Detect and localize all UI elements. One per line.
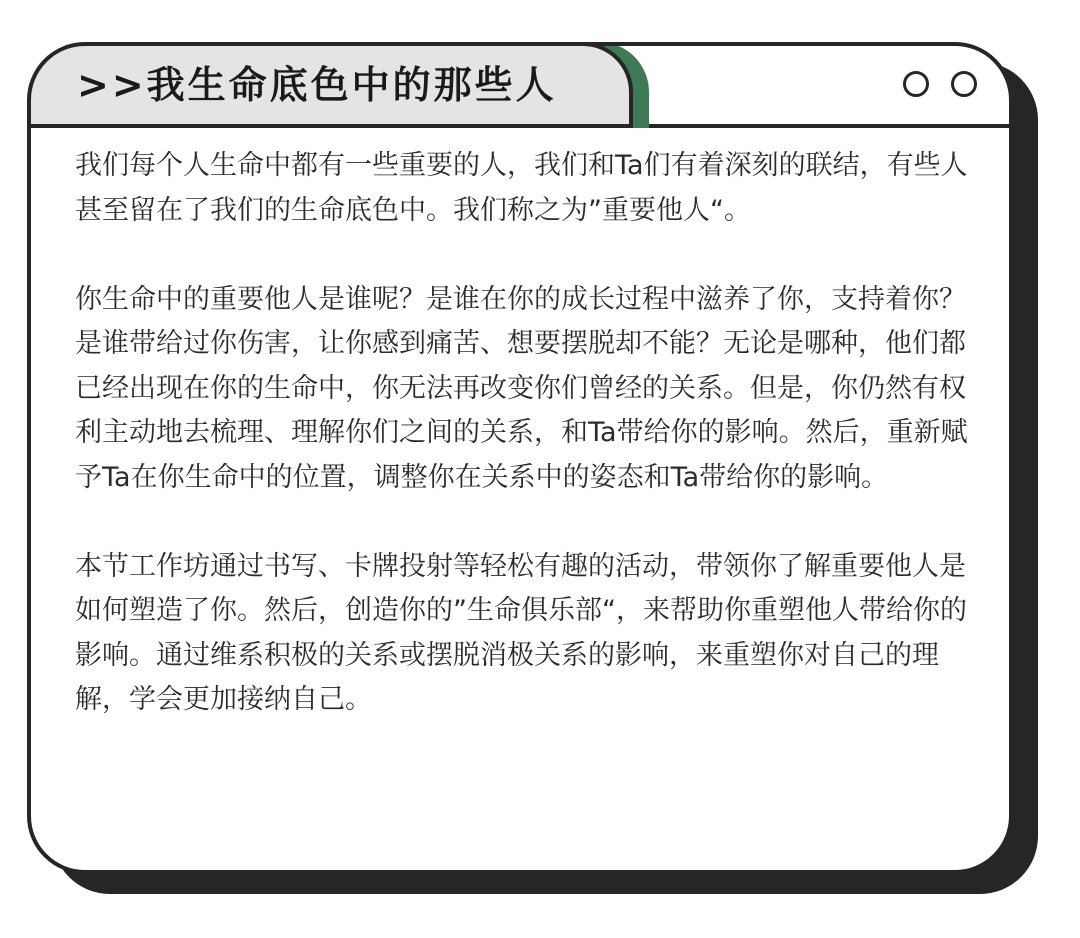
paragraph-workshop: 本节工作坊通过书写、卡牌投射等轻松有趣的活动，带领你了解重要他人是如何塑造了你。然后，创造你的”生命俱乐部“，来帮助你重塑他人带给你的影响。通过维系积极的关系或摆脱消极关系的影响，来重塑你对自己的理解，学会更加接纳自己。	[75, 550, 967, 715]
circle-button-icon[interactable]	[903, 71, 929, 97]
page-title: >>我生命底色中的那些人	[77, 63, 557, 107]
title-tab	[27, 42, 633, 128]
paragraph-questions: 你生命中的重要他人是谁呢？是谁在你的成长过程中滋养了你，支持着你？是谁带给过你伤害，让你感到痛苦、想要摆脱却不能？无论是哪种，他们都已经出现在你的生命中，你无法再改变你们曾经的关系。但是，你仍然有权利主动地去梳理、理解你们之间的关系，和Ta带给你的影响。然后，重新赋予Ta在你生命中的位置，调整你在关系中的姿态和Ta带给你的影响。	[75, 283, 968, 493]
content-body	[75, 144, 975, 723]
window-card	[27, 42, 1013, 874]
paragraph-intro: 我们每个人生命中都有一些重要的人，我们和Ta们有着深刻的联结，有些人甚至留在了我们的生命底色中。我们称之为”重要他人“。	[75, 150, 968, 226]
circle-button-icon[interactable]	[951, 71, 977, 97]
